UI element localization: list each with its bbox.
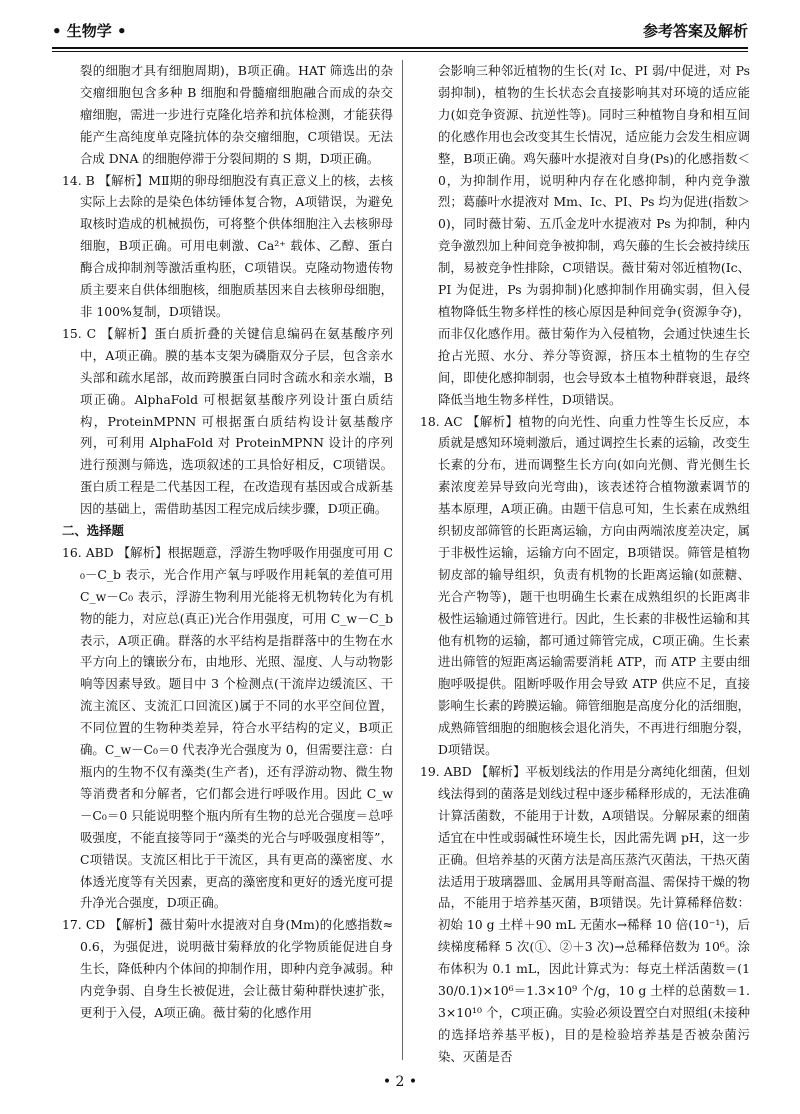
subject-label: • 生物学 •	[52, 22, 127, 40]
page-header	[52, 20, 748, 46]
section-heading: 二、选择题	[62, 523, 124, 539]
right-column	[420, 60, 750, 1068]
answer-paragraph: 14. B 【解析】MⅡ期的卵母细胞没有真正意义上的核，去核实际上去除的是染色体纺锤体复合物，A项错误，为避免取核时造成的机械损伤，可将整个供体细胞注入去核卵母细胞，B项正确。可用电刺激、Ca²⁺ 载体、乙醇、蛋白酶合成抑制剂等激活重构胚，C项错误。克隆动物遗传物质主要来自供体细胞核，细胞质基因来自去核卵母细胞，非 100%复制，D项错误。	[62, 172, 393, 319]
answer-paragraph: 17. CD 【解析】薇甘菊叶水提液对自身(Mm)的化感指数≈0.6，为强促进，说明薇甘菊释放的化学物质能促进自身生长，降低种内个体间的抑制作用，即种内竞争减弱。种内竞争弱、自身生长被促进，会让薇甘菊种群快速扩张，更利于入侵，A项正确。薇甘菊的化感作用	[62, 917, 393, 1020]
section-title: 参考答案及解析	[642, 22, 748, 40]
continued-paragraph: 裂的细胞才具有细胞周期)，B项正确。HAT 筛选出的杂交瘤细胞包含多种 B 细胞和骨髓瘤细胞融合而成的杂交瘤细胞，需进一步进行克隆化培养和抗体检测，才能获得能产生高纯度单克隆抗体的杂交瘤细胞，C项错误。无法合成 DNA 的细胞停滞于分裂间期的 S 期，D项正确。	[80, 63, 393, 166]
header-rule-thick	[52, 47, 748, 49]
answer-paragraph: 18. AC 【解析】植物的向光性、向重力性等生长反应，本质就是感知环境刺激后，通过调控生长素的运输，改变生长素的分布，进而调整生长方向(如向光侧、背光侧生长素浓度差异导致向光弯曲)，该表述符合植物激素调节的基本原理，A项正确。由题干信息可知，生长素在成熟组织韧皮部筛管的长距离运输，方向由两端浓度差决定，属于非极性运输，运输方向不固定，B项错误。筛管是植物韧皮部的输导组织，负责有机物的长距离运输(如蔗糖、光合产物等)，题干也明确生长素在成熟组织的长距离非极性运输通过筛管进行。因此，生长素的非极性运输和其他有机物的运输，都可通过筛管完成，C项正确。生长素进出筛管的短距离运输需要消耗 ATP，而 ATP 主要由细胞呼吸提供。阻断呼吸作用会导致 ATP 供应不足，直接影响生长素的跨膜运输。筛管细胞是高度分化的活细胞，成熟筛管细胞的细胞核会退化消失，不再进行细胞分裂，D项错误。	[420, 413, 750, 758]
header-rule-thin	[52, 51, 748, 52]
column-divider	[402, 60, 403, 1060]
page-number: • 2 •	[382, 1074, 418, 1090]
answer-paragraph: 16. ABD 【解析】根据题意，浮游生物呼吸作用强度可用 C₀－C_b 表示，光合作用产氧与呼吸作用耗氧的差值可用 C_w－C₀ 表示，浮游生物利用光能将无机物转化为有机物的能力，对应总(真正)光合作用强度，可用 C_w－C_b 表示，A项正确。群落的水平结构是指群落中的生物在水平方向上的镶嵌分布，由地形、光照、湿度、人与动物影响等因素导致。题目中 3 个检测点(干流岸边缓流区、干流主流区、支流汇口回流区)属于不同的水平空间位置，不同位置的生物种类差异，符合水平结构的定义，B项正确。C_w－C₀＝0 代表净光合强度为 0，但需要注意：白瓶内的生物不仅有藻类(生产者)，还有浮游动物、微生物等消费者和分解者，它们都会进行呼吸作用。因此 C_w－C₀＝0 只能说明整个瓶内所有生物的总光合强度＝总呼吸强度，不能直接等同于“藻类的光合与呼吸强度相等”，C项错误。支流区相比于干流区，具有更高的藻密度、水体透光度等有关因素，更高的藻密度和更好的透光度可提升净光合强度，D项正确。	[62, 544, 393, 911]
left-column	[62, 60, 393, 1024]
answer-paragraph: 19. ABD 【解析】平板划线法的作用是分离纯化细菌，但划线法得到的菌落是划线过程中逐步稀释形成的，无法准确计算活菌数，不能用于计数，A项错误。分解尿素的细菌适宜在中性或弱碱性环境生长，因此需先调 pH，这一步正确。但培养基的灭菌方法是高压蒸汽灭菌法，干热灭菌法适用于玻璃器皿、金属用具等耐高温、需保持干燥的物品，不能用于培养基灭菌，B项错误。先计算稀释倍数：初始 10 g 土样＋90 mL 无菌水→稀释 10 倍(10⁻¹)，后续梯度稀释 5 次(①、②＋3 次)→总稀释倍数为 10⁶。涂布体积为 0.1 mL，因此计算式为：每克土样活菌数＝(130/0.1)×10⁶＝1.3×10⁹ 个/g，10 g 土样的总菌数＝1.3×10¹⁰ 个，C项正确。实验必须设置空白对照组(未接种的选择培养基平板)，目的是检验培养基是否被杂菌污染、灭菌是否	[420, 764, 750, 1064]
continued-paragraph: 会影响三种邻近植物的生长(对 Ic、PI 弱/中促进，对 Ps 弱抑制)，植物的生长状态会直接影响其对环境的适应能力(如竞争资源、抗逆性等)。同时三种植物自身和相互间的化感作用也会改变其生长情况，适应能力会发生相应调整，B项正确。鸡矢藤叶水提液对自身(Ps)的化感指数＜0，为抑制作用，说明种内存在化感抑制，种内竞争激烈；葛藤叶水提液对 Mm、Ic、PI、Ps 均为促进(指数＞0)，同时薇甘菊、五爪金龙叶水提液对 Ps 为抑制，种内竞争激烈加上种间竞争被抑制，鸡矢藤的生长会被持续压制，易被竞争性排除，C项错误。薇甘菊对邻近植物(Ic、PI 为促进，Ps 为弱抑制)化感抑制作用确实弱，但入侵植物降低生物多样性的核心原因是种间竞争(资源争夺)，而非仅化感作用。薇甘菊作为入侵植物，会通过快速生长抢占光照、水分、养分等资源，挤压本土植物的生存空间，即使化感抑制弱，也会导致本土植物种群衰退，最终降低当地生物多样性，D项错误。	[438, 63, 750, 407]
answer-paragraph: 15. C 【解析】蛋白质折叠的关键信息编码在氨基酸序列中，A项正确。膜的基本支架为磷脂双分子层，包含亲水头部和疏水尾部，故而跨膜蛋白同时含疏水和亲水端，B项正确。AlphaFold 可根据氨基酸序列设计蛋白质结构，ProteinMPNN 可根据蛋白质结构设计氨基酸序列，可利用 AlphaFold 对 ProteinMPNN 设计的序列进行预测与筛选，选项叙述的工具恰好相反，C项错误。蛋白质工程是二代基因工程，在改造现有基因或合成新基因的基础上，需借助基因工程完成后续步骤，D项正确。	[62, 325, 393, 517]
